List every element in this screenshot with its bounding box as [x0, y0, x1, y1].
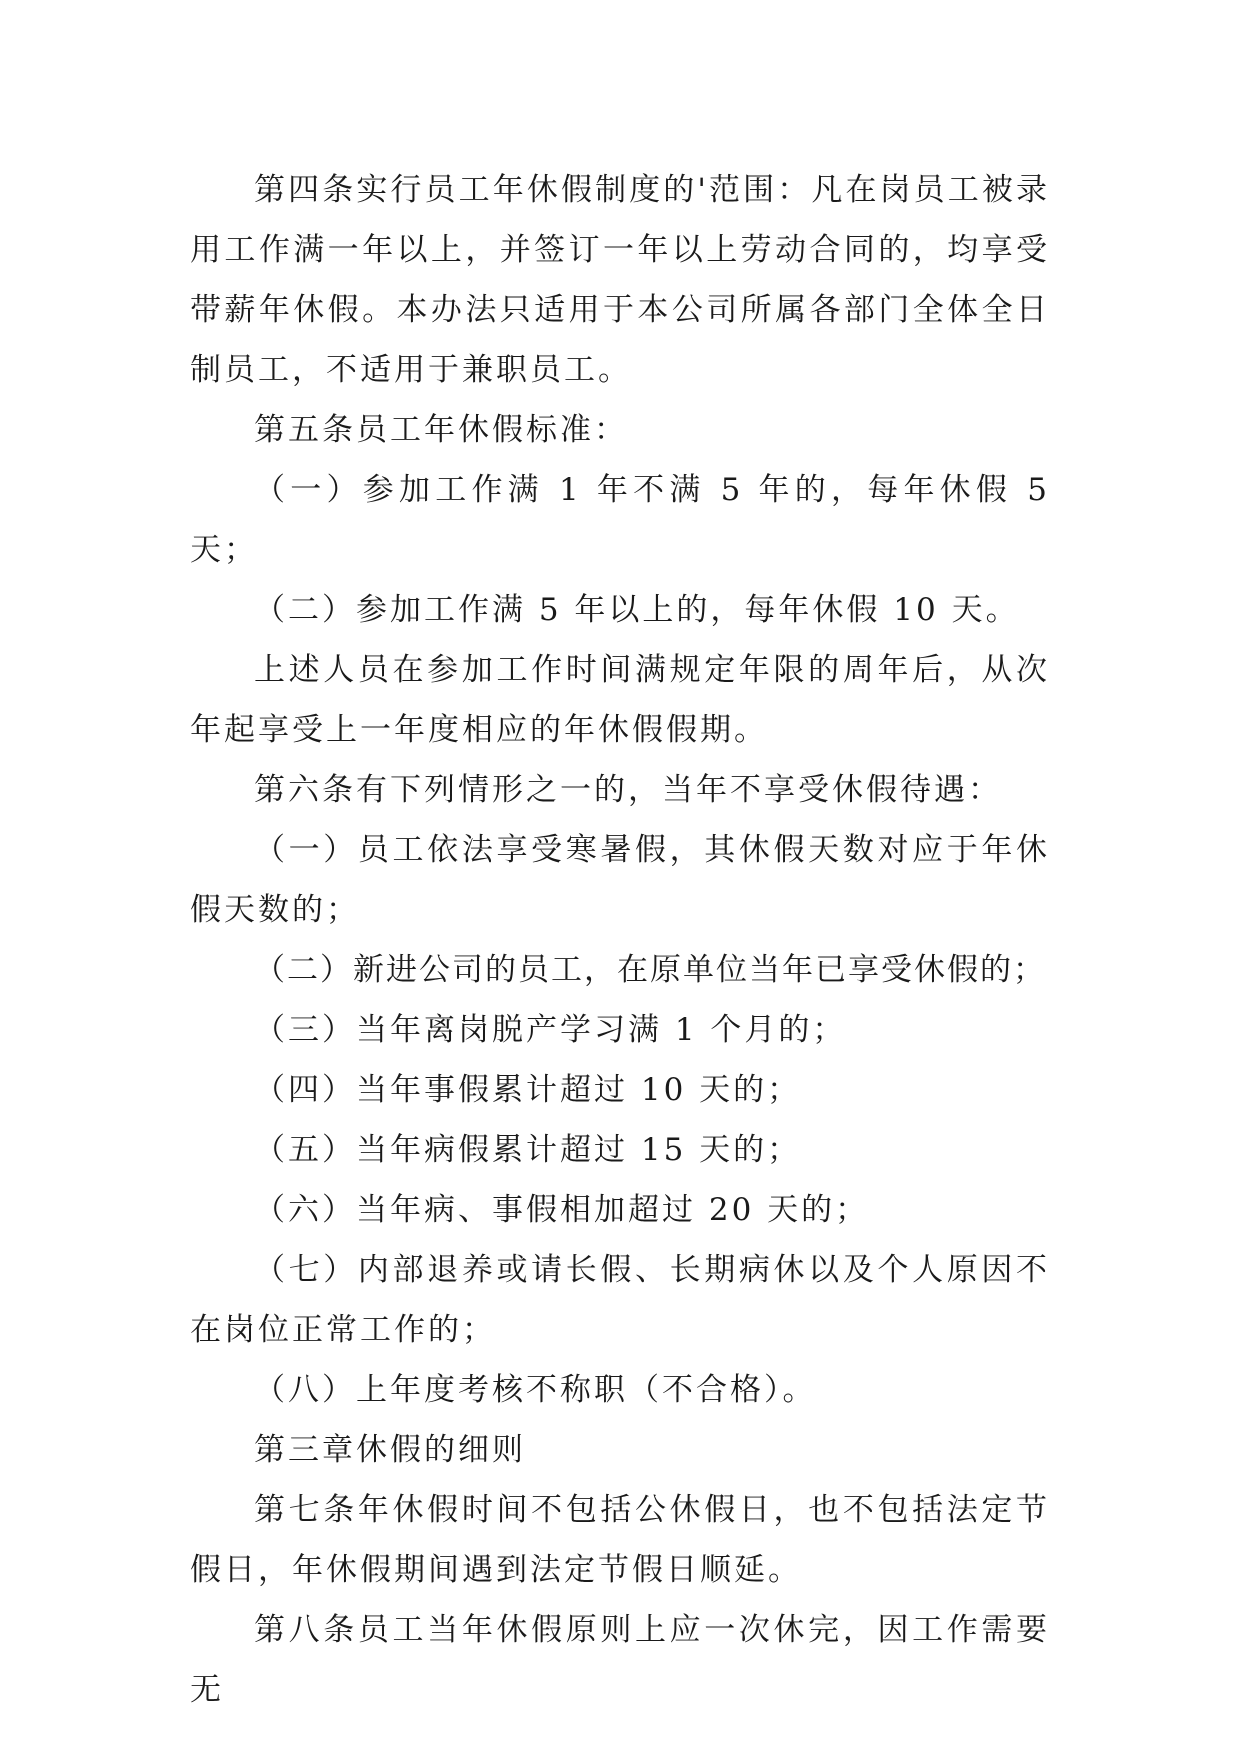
paragraph-article-8: 第八条员工当年休假原则上应一次休完，因工作需要无: [190, 1612, 1050, 1708]
list-item-6-3: （三）当年离岗脱产学习满 1 个月的；: [254, 1012, 847, 1048]
list-item-6-8: （八）上年度考核不称职（不合格）。: [254, 1372, 817, 1408]
paragraph-article-5: 第五条员工年休假标准：: [254, 412, 628, 448]
list-item-6-4: （四）当年事假累计超过 10 天的；: [254, 1072, 802, 1108]
chapter-heading-3: 第三章休假的细则: [254, 1432, 526, 1468]
paragraph-article-6: 第六条有下列情形之一的，当年不享受休假待遇：: [254, 772, 1002, 808]
list-item-6-7: （七）内部退养或请长假、长期病休以及个人原因不在岗位正常工作的；: [190, 1252, 1050, 1348]
paragraph-article-5-note: 上述人员在参加工作时间满规定年限的周年后，从次年起享受上一年度相应的年休假假期。: [190, 652, 1050, 748]
list-item-5-2: （二）参加工作满 5 年以上的，每年休假 10 天。: [254, 592, 1020, 628]
list-item-6-1: （一）员工依法享受寒暑假，其休假天数对应于年休假天数的；: [190, 832, 1050, 928]
list-item-6-5: （五）当年病假累计超过 15 天的；: [254, 1132, 802, 1168]
list-item-6-2: （二）新进公司的员工，在原单位当年已享受休假的；: [254, 952, 1046, 988]
document-body: [190, 160, 1050, 1720]
paragraph-article-7: 第七条年休假时间不包括公休假日，也不包括法定节假日，年休假期间遇到法定节假日顺延。: [190, 1492, 1050, 1588]
list-item-5-1: （一）参加工作满 1 年不满 5 年的，每年休假 5 天；: [190, 472, 1050, 568]
list-item-6-6: （六）当年病、事假相加超过 20 天的；: [254, 1192, 870, 1228]
paragraph-article-4: 第四条实行员工年休假制度的'范围：凡在岗员工被录用工作满一年以上，并签订一年以上劳动合同的，均享受带薪年休假。本办法只适用于本公司所属各部门全体全日制员工，不适用于兼职员工。: [190, 172, 1050, 388]
